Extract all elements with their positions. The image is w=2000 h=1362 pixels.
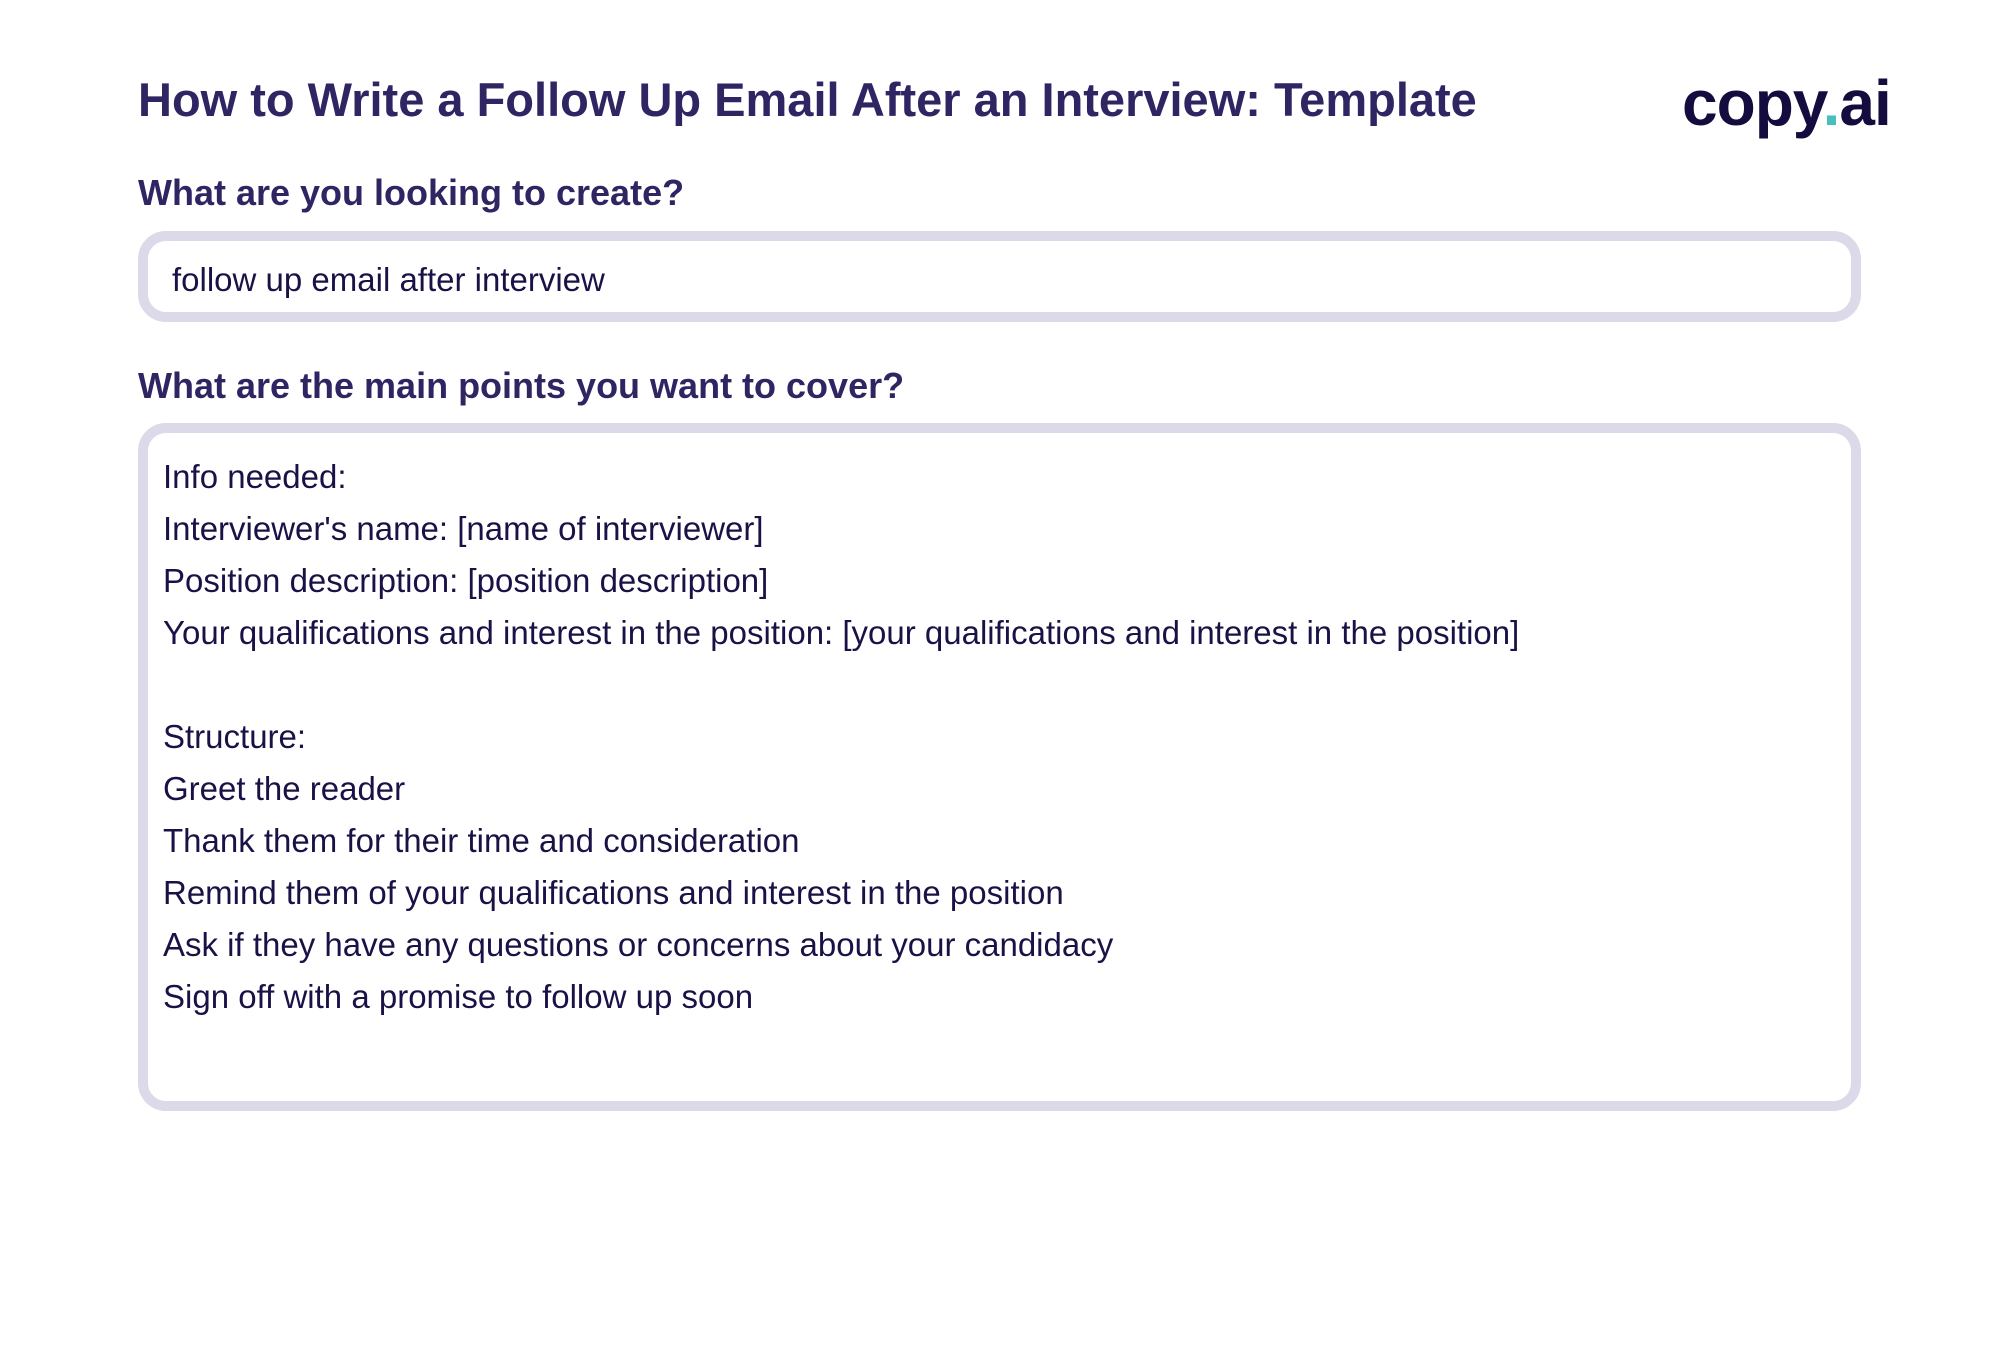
create-input[interactable] bbox=[138, 231, 1861, 322]
main-points-question-label: What are the main points you want to cover? bbox=[138, 365, 905, 406]
main-points-line: Interviewer's name: [name of interviewer] bbox=[163, 510, 764, 547]
logo-text: copy bbox=[1682, 67, 1823, 139]
logo-suffix: ai bbox=[1839, 67, 1891, 139]
copyai-logo bbox=[1682, 66, 1891, 140]
create-question-label: What are you looking to create? bbox=[138, 172, 685, 213]
main-points-content bbox=[163, 451, 1519, 1023]
page-title: How to Write a Follow Up Email After an Interview: Template bbox=[138, 73, 1477, 126]
main-points-line: Structure: bbox=[163, 718, 307, 755]
main-points-textarea[interactable] bbox=[138, 423, 1861, 1111]
main-points-line: Sign off with a promise to follow up soon bbox=[163, 978, 754, 1015]
create-input-value: follow up email after interview bbox=[172, 261, 605, 298]
main-points-line bbox=[163, 659, 1519, 711]
main-points-line: Remind them of your qualifications and interest in the position bbox=[163, 874, 1064, 911]
main-points-line: Info needed: bbox=[163, 458, 347, 495]
main-points-line: Ask if they have any questions or concerns about your candidacy bbox=[163, 926, 1114, 963]
main-points-line: Your qualifications and interest in the position: [your qualifications and interest in the position] bbox=[163, 614, 1520, 651]
main-points-line: Greet the reader bbox=[163, 770, 406, 807]
main-points-line: Position description: [position description] bbox=[163, 562, 769, 599]
logo-dot: . bbox=[1822, 67, 1840, 139]
main-points-line: Thank them for their time and consideration bbox=[163, 822, 800, 859]
